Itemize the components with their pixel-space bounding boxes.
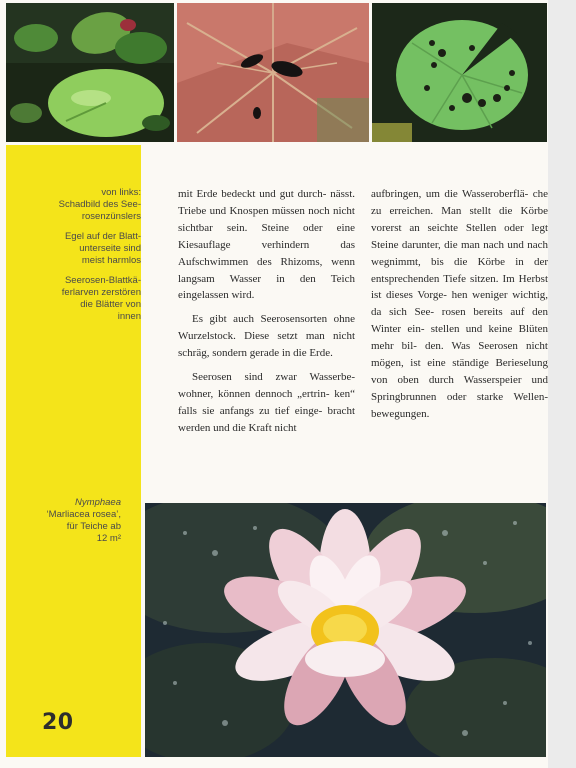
caption-line: die Blätter von — [80, 299, 141, 310]
caption-line: Schadbild des See- — [58, 199, 141, 210]
page-edge — [548, 0, 576, 768]
caption-photo-3 — [16, 275, 141, 323]
photo-beetle-larvae-damage — [372, 3, 547, 142]
caption-line: 12 m² — [96, 533, 121, 544]
caption-line: Seerosen-Blattkä- — [64, 275, 141, 286]
caption-line: ferlarven zerstören — [61, 287, 141, 298]
caption-line: unterseite sind — [79, 243, 141, 254]
caption-line: innen — [117, 311, 141, 322]
caption-photo-1 — [16, 187, 141, 223]
page-number: 20 — [42, 710, 74, 735]
caption-lotus-photo — [16, 497, 121, 545]
caption-sidebar — [6, 145, 141, 757]
caption-line: meist harmlos — [81, 255, 141, 266]
text-column-left — [178, 186, 355, 444]
paragraph: Es gibt auch Seerosensorten ohne Wurzelstock. Diese setzt man nicht schräg, sondern gerade in die Erde. — [178, 313, 355, 360]
photo-leech-on-leaf — [177, 3, 369, 142]
photo-water-lily — [145, 503, 546, 757]
caption-variety: ‘Marliacea rosea’, — [46, 509, 121, 520]
photo-captions — [16, 187, 141, 331]
paragraph: aufbringen, um die Wasseroberflä- che zu erreichen. Man stellt die Körbe vorerst an seichte Stellen oder legt Steine darunter, die man nach und nach wegnimmt, bis die Körbe in der entsprechenden Tiefe sitzen. Im Herbst ist dieses Vorge- hen weniger wichtig, da sich See- rosen bereits auf den Winter ein- stellen und keine Blüten mehr bil- den. Was Seerosen nicht mögen, ist eine ständige Berieselung von oben durch Wasserspeier und Springbrunnen oder starke Wellen- bewegungen. — [371, 188, 548, 420]
paragraph: mit Erde bedeckt und gut durch- nässt. Triebe und Knospen müssen noch nicht sichtbar sein. Steine oder eine Kiesauflage verhindern das Aufschwimmen des Rhizoms, wenn langsam Wasser in den Teich eingelassen wird. — [178, 188, 355, 302]
caption-line: Egel auf der Blatt- — [64, 231, 141, 242]
caption-species: Nymphaea — [75, 497, 121, 508]
photo-leaf-damage — [6, 3, 174, 142]
text-column-right — [371, 186, 548, 430]
caption-line: für Teiche ab — [66, 521, 121, 532]
caption-photo-2 — [16, 231, 141, 267]
paragraph: Seerosen sind zwar Wasserbe- wohner, können dennoch „ertrin- ken“ falls sie anfangs zu tief einge- bracht werden und die Kraft nicht — [178, 371, 355, 434]
caption-line: von links: — [101, 187, 141, 198]
caption-line: rosenzünslers — [81, 211, 141, 222]
